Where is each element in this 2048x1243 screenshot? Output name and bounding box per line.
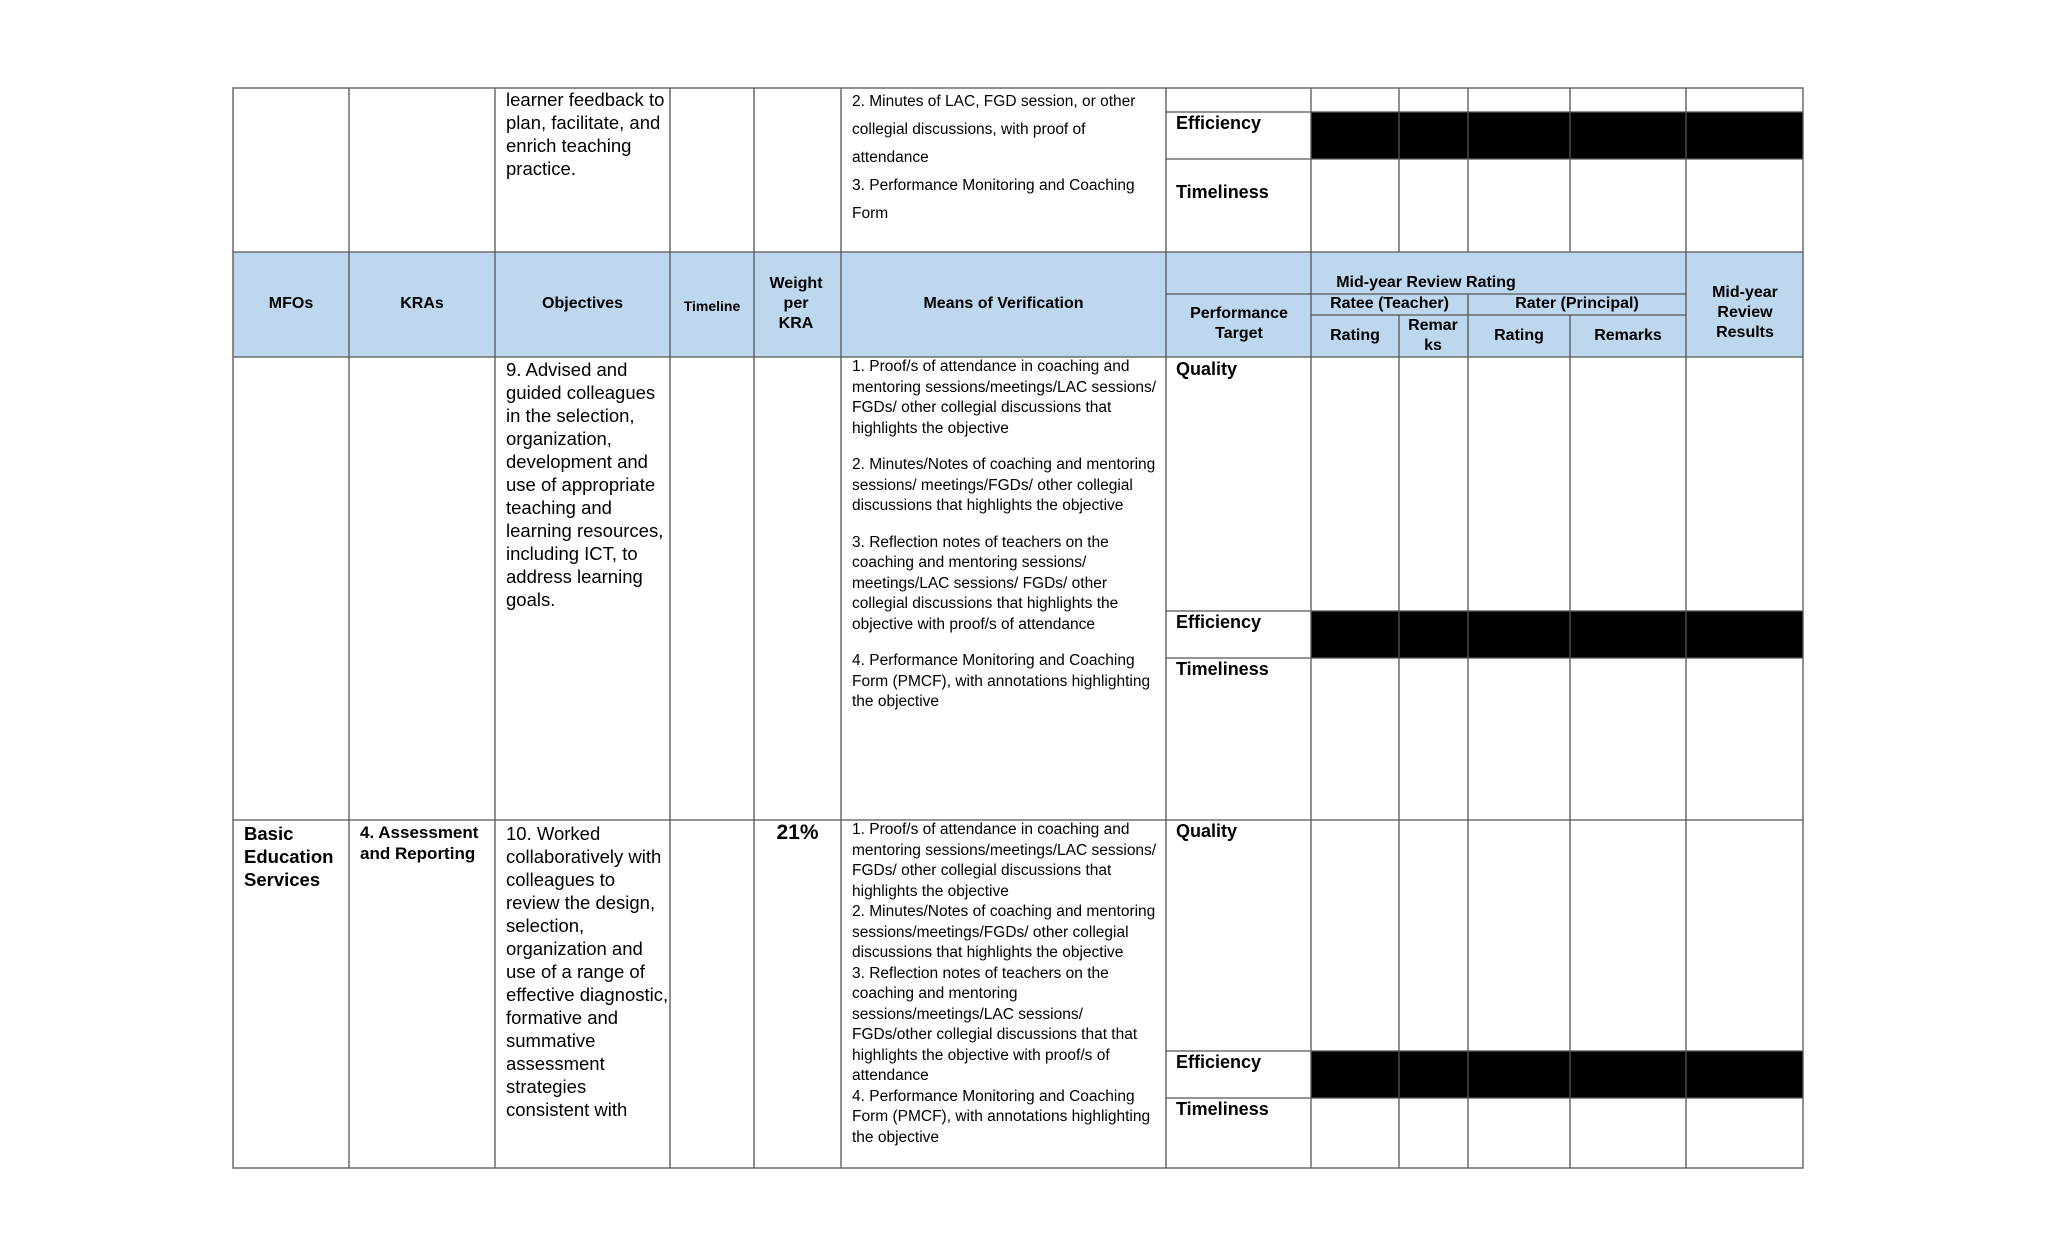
header-rater-principal: Rater (Principal) bbox=[1515, 295, 1639, 312]
mov-9-item-3: 3. Reflection notes of teachers on the coaching and mentoring sessions/ meetings/LAC sessions/ FGDs/ other collegial discussions that highlights the objective with proof/s of attendance bbox=[852, 533, 1119, 633]
objective-8-continued: learner feedback to plan, facilitate, and enrich teaching practice. bbox=[506, 89, 665, 179]
performance-target-quality-10: Quality bbox=[1176, 821, 1238, 841]
kra-assessment-and-reporting: 4. Assessment and Reporting bbox=[360, 823, 479, 863]
performance-target-quality-9: Quality bbox=[1176, 359, 1238, 379]
mov-9-item-2: 2. Minutes/Notes of coaching and mentoring sessions/ meetings/FGDs/ other collegial discussions that highlights the objective bbox=[852, 456, 1156, 514]
blackout-bar-top bbox=[1311, 112, 1803, 159]
mov-10-item-2: 2. Minutes/Notes of coaching and mentoring sessions/meetings/FGDs/ other collegial discussions that highlights the objective bbox=[852, 903, 1156, 961]
header-timeline: Timeline bbox=[683, 298, 741, 314]
mov-10-item-3: 3. Reflection notes of teachers on the coaching and mentoring sessions/meetings/LAC sessions/ FGDs/other collegial discussions that that highlights the objective with proof/s of attendance bbox=[852, 964, 1138, 1084]
header-weight-per-kra: Weight per KRA bbox=[769, 275, 823, 332]
performance-target-timeliness-top: Timeliness bbox=[1176, 182, 1269, 202]
mov-10-item-1: 1. Proof/s of attendance in coaching and mentoring sessions/meetings/LAC sessions/ FGDs/ other collegial discussions that highlights the objective bbox=[852, 821, 1157, 900]
header-kras: KRAs bbox=[400, 295, 444, 312]
header-rater-remarks: Remarks bbox=[1594, 327, 1662, 344]
mov-10-item-4: 4. Performance Monitoring and Coaching Form (PMCF), with annotations highlighting the objective bbox=[852, 1087, 1151, 1146]
header-rater-rating: Rating bbox=[1494, 327, 1544, 344]
header-objectives: Objectives bbox=[542, 295, 623, 312]
performance-target-efficiency-10: Efficiency bbox=[1176, 1052, 1262, 1072]
mov-top bbox=[852, 88, 1162, 228]
performance-target-timeliness-10: Timeliness bbox=[1176, 1099, 1269, 1119]
objective-9: 9. Advised and guided colleagues in the selection, organization, development and use of appropriate teaching and learning resources, including ICT, to address learning goals. bbox=[506, 359, 664, 610]
mov-row-10 bbox=[852, 820, 1162, 1148]
weight-21-percent: 21% bbox=[776, 821, 819, 844]
header-ratee-rating: Rating bbox=[1330, 327, 1380, 344]
mov-9-item-4: 4. Performance Monitoring and Coaching Form (PMCF), with annotations highlighting the objective bbox=[852, 652, 1151, 710]
performance-target-timeliness-9: Timeliness bbox=[1176, 659, 1269, 679]
header-mfos: MFOs bbox=[268, 295, 314, 312]
blackout-bar-row9 bbox=[1311, 611, 1803, 658]
mov-9-item-1: 1. Proof/s of attendance in coaching and mentoring sessions/meetings/LAC sessions/ FGDs/ other collegial discussions that highlights the objective bbox=[852, 358, 1157, 437]
header-ratee-remarks: Remarks bbox=[1408, 317, 1458, 354]
header-mid-year-review-results: Mid-year Review Results bbox=[1712, 284, 1778, 341]
mov-row-9 bbox=[852, 357, 1162, 713]
blackout-bar-row10 bbox=[1311, 1051, 1803, 1098]
header-ratee-teacher: Ratee (Teacher) bbox=[1330, 295, 1449, 312]
mov-top-item-3: 3. Performance Monitoring and Coaching Form bbox=[852, 177, 1135, 222]
header-means-of-verification: Means of Verification bbox=[923, 295, 1084, 312]
objective-10: 10. Worked collaboratively with colleagues to review the design, selection, organization and use of a range of effective diagnostic, formative and summative assessment strategies consistent with bbox=[506, 823, 669, 1120]
mfo-basic-education-services: Basic Education Services bbox=[244, 823, 334, 890]
performance-target-efficiency-9: Efficiency bbox=[1176, 612, 1262, 632]
header-mid-year-review-rating: Mid-year Review Rating bbox=[1336, 274, 1516, 291]
header-performance-target: Performance Target bbox=[1190, 305, 1288, 342]
mov-top-item-2: 2. Minutes of LAC, FGD session, or other collegial discussions, with proof of attendance bbox=[852, 93, 1136, 166]
performance-target-efficiency-top: Efficiency bbox=[1176, 113, 1262, 133]
